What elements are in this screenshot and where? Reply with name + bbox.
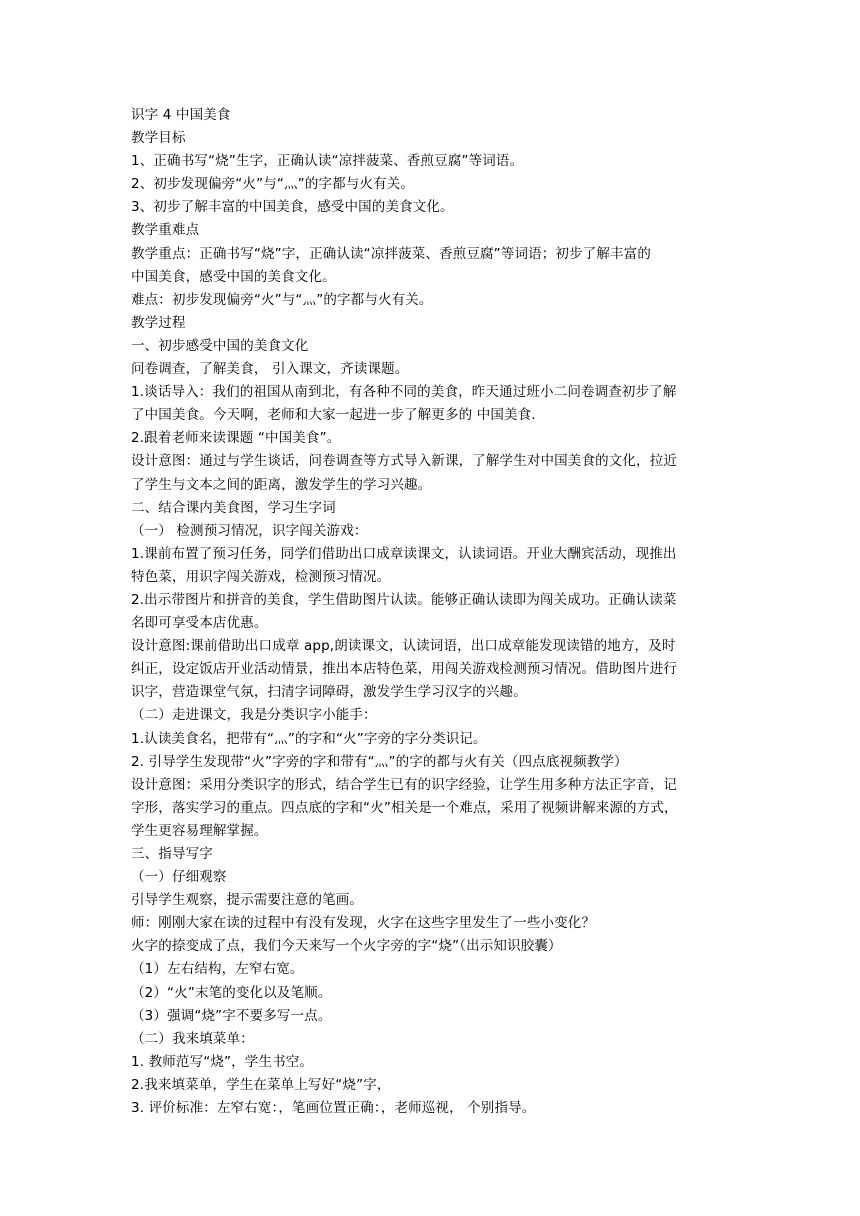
paragraph-line: 1.认读美食名，把带有“灬”的字和“火”字旁的字分类识记。 <box>131 730 487 747</box>
section-heading-key-points: 教学重难点 <box>131 222 200 239</box>
paragraph-line: 名即可享受本店优惠。 <box>131 615 268 632</box>
design-intent-line: 设计意图:课前借助出口成章 app,朗读课文，认读词语，出口成章能发现读错的地方，及时 <box>131 638 676 655</box>
paragraph-line: 问卷调查，了解美食， 引入课文，齐读课题。 <box>131 361 409 378</box>
part-1-heading: 一、初步感受中国的美食文化 <box>131 337 309 354</box>
list-item: 2.我来填菜单，学生在菜单上写好“烧”字， <box>131 1076 391 1093</box>
list-item: 1. 教师范写“烧”，学生书空。 <box>131 1053 314 1070</box>
design-intent-line: 设计意图：采用分类识字的形式，结合学生已有的识字经验，让学生用多种方法正字音，记 <box>131 776 677 793</box>
goal-3: 3、初步了解丰富的中国美食，感受中国的美食文化。 <box>131 199 454 216</box>
section-heading-process: 教学过程 <box>131 314 186 331</box>
key-point-line: 中国美食，感受中国的美食文化。 <box>131 268 336 285</box>
list-item: （3）强调“烧”字不要多写一点。 <box>131 1007 332 1024</box>
paragraph-line: 了中国美食。今天啊，老师和大家一起进一步了解更多的 中国美食. <box>131 407 536 424</box>
subsection-heading: （二）我来填菜单： <box>131 1030 254 1047</box>
subsection-heading: （二）走进课文，我是分类识字小能手： <box>131 707 377 724</box>
section-heading-goals: 教学目标 <box>131 130 186 147</box>
design-intent-line: 字形，落实学习的重点。四点底的字和“火”相关是一个难点，采用了视频讲解来源的方式， <box>131 799 678 816</box>
lesson-title: 识字 4 中国美食 <box>131 107 231 123</box>
list-item: （2）“火”末笔的变化以及笔顺。 <box>131 984 332 1001</box>
paragraph-line: 2.出示带图片和拼音的美食，学生借助图片认读。能够正确认读即为闯关成功。正确认读菜 <box>131 591 677 608</box>
paragraph-line: 1.谈话导入：我们的祖国从南到北，有各种不同的美食，昨天通过班小二问卷调查初步了解 <box>131 384 677 401</box>
part-3-heading: 三、指导写字 <box>131 846 213 862</box>
paragraph-line: 师：刚刚大家在读的过程中有没有发现，火字在这些字里发生了一些小变化？ <box>131 915 596 932</box>
goal-2: 2、初步发现偏旁“火”与“灬”的字都与火有关。 <box>131 176 415 193</box>
difficulty-line: 难点：初步发现偏旁“火”与“灬”的字都与火有关。 <box>131 291 433 308</box>
goal-1: 1、正确书写“烧”生字，正确认读“凉拌菠菜、香煎豆腐”等词语。 <box>131 153 524 170</box>
design-intent-line: 设计意图：通过与学生谈话，问卷调查等方式导入新课，了解学生对中国美食的文化，拉近 <box>131 453 677 470</box>
paragraph-line: 2. 引导学生发现带“火”字旁的字和带有“灬”的字的都与火有关（四点底视频教学） <box>131 753 628 770</box>
paragraph-line: 引导学生观察，提示需要注意的笔画。 <box>131 892 364 909</box>
list-item: 3. 评价标准：左窄右宽：，笔画位置正确：，老师巡视， 个别指导。 <box>131 1100 536 1117</box>
design-intent-line: 识字，营造课堂气氛，扫清字词障碍，激发学生学习汉字的兴趣。 <box>131 684 527 701</box>
key-point-line: 教学重点：正确书写“烧”字，正确认读“凉拌菠菜、香煎豆腐”等词语；初步了解丰富的 <box>131 245 651 262</box>
design-intent-line: 了学生与文本之间的距离，激发学生的学习兴趣。 <box>131 476 432 493</box>
subsection-heading: （一）仔细观察 <box>131 869 227 886</box>
design-intent-line: 纠正，设定饭店开业活动情景，推出本店特色菜，用闯关游戏检测预习情况。借助图片进行 <box>131 661 677 678</box>
part-2-heading: 二、结合课内美食图，学习生字词 <box>131 499 336 516</box>
paragraph-line: 火字的捺变成了点，我们今天来写一个火字旁的字“烧”（出示知识胶囊） <box>131 938 562 955</box>
subsection-heading: （一） 检测预习情况，识字闯关游戏： <box>131 522 368 539</box>
list-item: （1）左右结构，左窄右宽。 <box>131 961 304 978</box>
paragraph-line: 2.跟着老师来读课题 “中国美食”。 <box>131 430 341 447</box>
design-intent-line: 学生更容易理解掌握。 <box>131 822 268 839</box>
paragraph-line: 1.课前布置了预习任务，同学们借助出口成章读课文，认读词语。开业大酬宾活动，现推出 <box>131 545 677 562</box>
document-page <box>131 104 731 1120</box>
paragraph-line: 特色菜，用识字闯关游戏，检测预习情况。 <box>131 568 391 585</box>
